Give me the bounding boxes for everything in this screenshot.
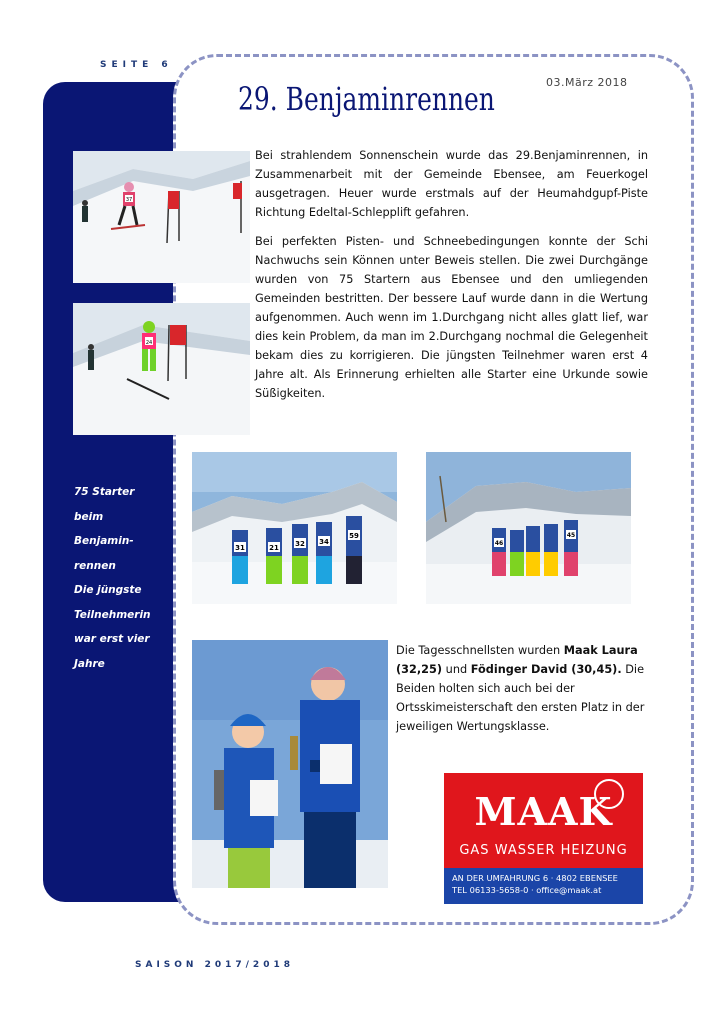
- winners-text-mid: und: [442, 663, 471, 676]
- bib-number: 59: [349, 532, 359, 540]
- ad-contact-line: TEL 06133-5658-0 · office@maak.at: [452, 885, 602, 895]
- photo-group-2: [426, 452, 631, 604]
- ad-address-line: AN DER UMFAHRUNG 6 · 4802 EBENSEE: [452, 873, 618, 883]
- winner-name-david: Födinger David (30,45).: [470, 663, 622, 676]
- photo-group-1: [192, 452, 397, 604]
- bib-number: 21: [269, 544, 279, 552]
- sidebar-note-line: 75 Starter: [74, 486, 135, 498]
- article-title: 29. Benjaminrennen: [238, 80, 495, 118]
- paragraph-winners: [396, 641, 646, 736]
- sidebar-note-line: war erst vier: [74, 633, 150, 645]
- winners-text-end: Die Beiden holten sich auch bei der Ortsskimeisterschaft den ersten Platz in der jeweiligen Wertungsklasse.: [396, 663, 645, 733]
- paragraph-intro: Bei strahlendem Sonnenschein wurde das 29.Benjaminrennen, in Zusammenarbeit mit der Gemeinde Ebensee, am Feuerkogel ausgetragen. Heuer wurde erstmals auf der Heumahdgupf-Piste Richtung Edeltal-Schlepplift gefahren.: [255, 149, 648, 219]
- maak-advertisement[interactable]: [444, 773, 643, 904]
- bib-number: 34: [319, 538, 329, 546]
- sidebar-note-line: rennen: [74, 559, 116, 572]
- photo-winners: [192, 640, 388, 888]
- bib-number: 31: [235, 544, 245, 552]
- bib-number: 32: [295, 540, 305, 548]
- bib-number: 46: [494, 540, 504, 547]
- bib-number: 37: [125, 197, 133, 203]
- ad-tagline: GAS WASSER HEIZUNG: [459, 843, 628, 858]
- winner-name-laura: Maak Laura (32,25): [396, 644, 638, 676]
- winners-text-start: Die Tagesschnellsten wurden: [396, 644, 564, 657]
- sidebar-note-line: beim: [74, 510, 104, 523]
- sidebar-note-line: Benjamin-: [74, 535, 134, 547]
- article-date: 03.März 2018: [546, 76, 628, 89]
- page-number-label: SEITE 6: [100, 60, 173, 70]
- bib-number: 45: [566, 532, 576, 539]
- bib-number: 24: [145, 340, 153, 346]
- sidebar-note-line: Teilnehmerin: [74, 608, 151, 621]
- ad-contact: [452, 872, 618, 896]
- paragraph-race: Bei perfekten Pisten- und Schneebedingungen konnte der Schi Nachwuchs sein Können unter Beweis stellen. Die zwei Durchgänge wurden von 75 Startern aus Ebensee und den umliegenden Gemeinden bestritten. Der bessere Lauf wurde dann in die Wertung aufgenommen. Auch wenn im 1.Durchgang nicht alles glatt lief, war dies kein Problem, da man im 2.Durchgang nochmal die Gelegenheit bekam dies zu korrigieren. Die jüngsten Teilnehmer waren erst 4 Jahre alt. Als Erinnerung erhielten alle Starter eine Urkunde sowie Süßigkeiten.: [255, 235, 648, 400]
- sidebar-note: [74, 480, 164, 676]
- photo-skier-gate-1: [73, 151, 250, 283]
- photo-skier-gate-2: [73, 303, 250, 435]
- sidebar-note-line: Die jüngste: [74, 584, 142, 596]
- ad-brand-logo: MAAK: [474, 789, 613, 834]
- sidebar-note-line: Jahre: [74, 657, 105, 670]
- season-footer: SAISON 2017/2018: [135, 960, 294, 970]
